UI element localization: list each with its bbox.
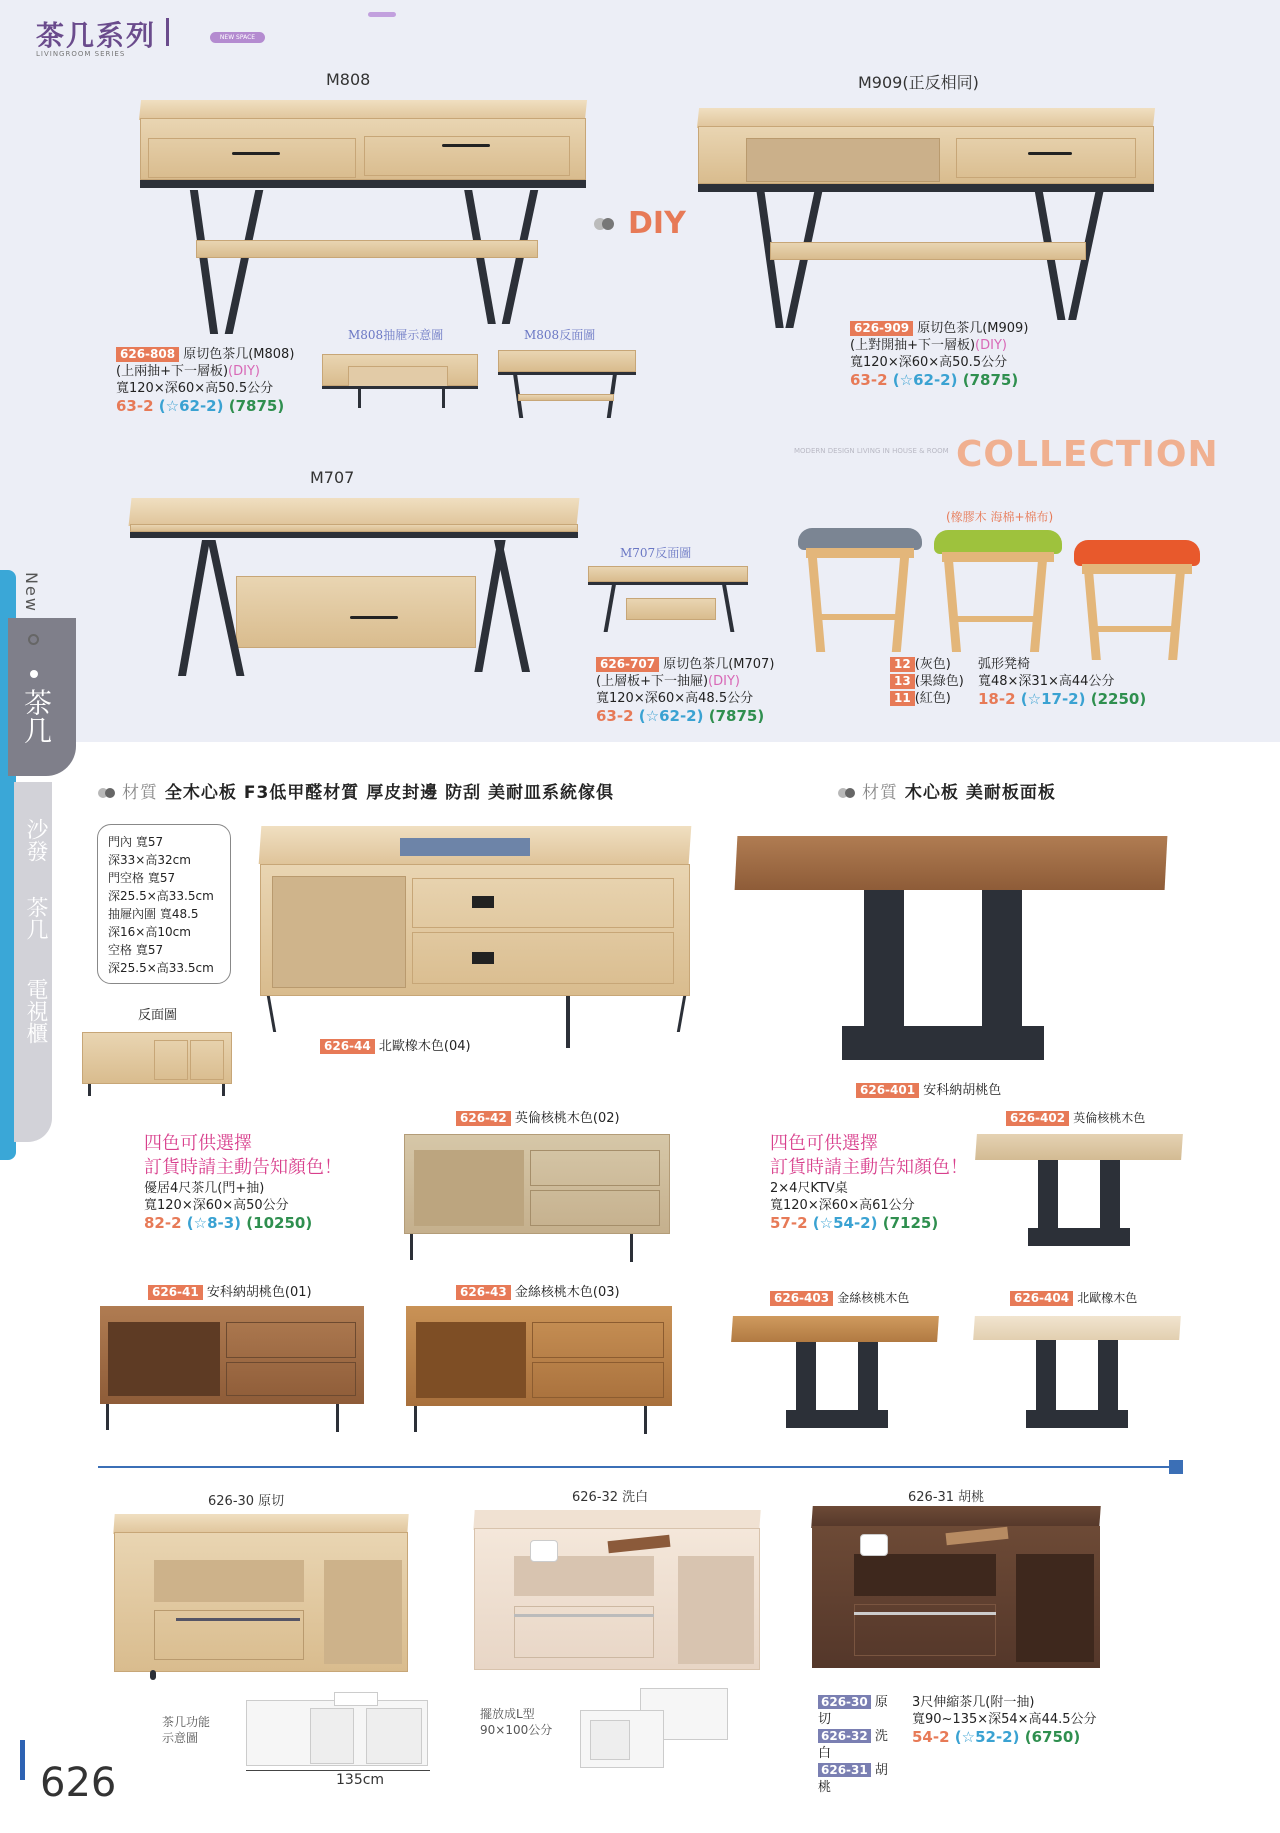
series-subtitle: LIVINGROOM SERIES [36,50,126,58]
stool-color-label: (果綠色) [914,674,964,689]
variant-626-404-image [974,1316,1186,1434]
m707-table-image [130,498,578,540]
bottom-code-color: 原切 [818,1695,888,1727]
stool-red-image [1074,540,1202,664]
m707-structure: (上層板+下一抽屜) [596,674,709,689]
sidebar-active-category[interactable]: 茶几 [20,688,53,744]
variant-color: 英倫核桃木色 [1073,1111,1146,1125]
stool-price-c: (2250) [1090,690,1147,708]
back-view-caption: 反面圖 [138,1008,178,1023]
bottom-price-b: (☆52-2) [954,1728,1020,1746]
dots-icon [98,787,118,799]
bottom-codes [818,1694,888,1796]
m909-name: 原切色茶几(M909) [917,321,1029,336]
right-price-b: (☆54-2) [812,1214,878,1232]
right-price-c: (7125) [882,1214,939,1232]
main-626-44-code: 626-44 [320,1039,375,1054]
m707-price-a: 63-2 [596,707,634,725]
variant-626-41-label [148,1284,312,1301]
variant-626-42-image [404,1134,672,1264]
variant-626-41-image [100,1306,368,1436]
lshape-note-line2: 90×100公分 [480,1723,553,1737]
function-note [162,1714,210,1746]
variant-626-42-label [456,1110,620,1127]
diy-dots-icon [594,218,620,230]
variant-626-402-image [976,1134,1186,1252]
left-price-c: (10250) [246,1214,313,1232]
dots-icon [838,787,858,799]
right-section-heading [838,778,1056,803]
spec-line: 深16×高10cm [108,925,191,939]
m808-drawer-image [318,346,482,410]
m909-price-a: 63-2 [850,371,888,389]
m707-price-b: (☆62-2) [638,707,704,725]
sidebar-item-table[interactable]: 茶几 [23,896,48,940]
main-626-401-label [856,1082,1001,1099]
m909-price-c: (7875) [962,371,1019,389]
sidebar-new-label: New [22,572,41,613]
m707-drawer [236,576,476,648]
m808-diy: (DIY) [228,364,260,379]
right-product-name: 2×4尺KTV桌 [770,1181,848,1196]
stool-color-label: (紅色) [914,691,951,706]
m707-info [596,656,836,725]
back-view-image [82,1026,234,1098]
stool-price-a: 18-2 [978,690,1016,708]
variant-626-403-label [770,1290,909,1307]
m909-code: 626-909 [850,321,913,336]
stool-color-label: (灰色) [914,657,951,672]
sidebar-item-sofa[interactable]: 沙發 [23,818,48,862]
lshape-note-line1: 擺放成L型 [480,1707,535,1721]
variant-code: 626-402 [1006,1111,1069,1126]
m909-size: 寬120×深60×高50.5公分 [850,355,1008,370]
table-626-31-image [812,1506,1104,1678]
m808-size: 寬120×深60×高50.5公分 [116,381,274,396]
right-product-size: 寬120×深60×高61公分 [770,1198,915,1213]
bottom-item-label: 626-31 胡桃 [908,1490,985,1505]
bottom-product-size: 寬90~135×深54×高44.5公分 [912,1712,1097,1727]
variant-code: 626-403 [770,1291,833,1306]
m707-price-c: (7875) [708,707,765,725]
page-accent-bar [20,1740,25,1780]
left-price-b: (☆8-3) [186,1214,242,1232]
main-626-401-code: 626-401 [856,1083,919,1098]
m808-model-label: M808 [326,70,371,89]
variant-color: 北歐橡木色 [1077,1291,1138,1305]
m707-code: 626-707 [596,657,659,672]
m707-size: 寬120×深60×高48.5公分 [596,691,754,706]
bottom-code: 626-31 [818,1763,871,1777]
m808-back-image [496,346,640,422]
main-626-44-image [260,826,692,1054]
m808-table-image [140,100,586,188]
lshape-demo-image [580,1680,730,1772]
m909-model-label: M909(正反相同) [858,73,979,92]
main-626-401-color: 安科納胡桃色 [923,1083,1002,1098]
main-626-44-label [320,1038,471,1055]
right-price-a: 57-2 [770,1214,808,1232]
variant-color: 金絲核桃木色(03) [514,1285,620,1300]
right-choose-note: 訂貨時請主動告知顏色！ [770,1157,968,1178]
series-title: 茶几系列 [36,19,157,52]
m909-table-image [698,108,1154,192]
variant-626-402-label [1006,1110,1145,1127]
left-choose-title: 四色可供選擇 [144,1133,252,1154]
left-product-size: 寬120×深60×高50公分 [144,1198,289,1213]
m808-price-c: (7875) [228,397,285,415]
variant-626-404-label [1010,1290,1137,1307]
right-heading-tag: 材質 [862,783,898,803]
variant-code: 626-404 [1010,1291,1073,1306]
bottom-price-c: (6750) [1024,1728,1081,1746]
variant-code: 626-41 [148,1285,203,1300]
variant-color: 英倫核桃木色(02) [514,1111,620,1126]
left-heading-tag: 材質 [122,783,158,803]
section-divider [98,1466,1176,1468]
m707-model-label: M707 [310,468,355,487]
right-choose-title: 四色可供選擇 [770,1133,878,1154]
function-demo-image [246,1692,430,1770]
stool-info [978,656,1168,708]
right-heading-text: 木心板 美耐板面板 [904,783,1056,803]
table-626-32-image [474,1510,764,1678]
stool-gray-image [798,528,924,658]
variant-code: 626-43 [456,1285,511,1300]
m909-price-b: (☆62-2) [892,371,958,389]
m808-code: 626-808 [116,347,179,362]
variant-626-43-image [406,1306,674,1436]
m707-back-caption: M707反面圖 [620,546,692,560]
table-626-30-image [114,1514,412,1682]
m808-name: 原切色茶几(M808) [183,347,295,362]
bottom-item-label: 626-30 原切 [208,1494,285,1509]
m808-lower-shelf [196,240,538,258]
bottom-item-label: 626-32 洗白 [572,1490,649,1505]
m707-back-image [586,562,752,638]
left-choose-note: 訂貨時請主動告知顏色！ [144,1157,342,1178]
m808-back-caption: M808反面圖 [524,328,596,342]
variant-626-403-image [732,1316,944,1434]
main-626-401-image [736,836,1168,1076]
spec-line: 空格 寬57 [108,943,164,957]
main-626-44-color: 北歐橡木色(04) [378,1039,471,1054]
m909-lower-shelf [770,242,1086,260]
stool-color-code: 13 [890,674,915,689]
divider-square [1169,1460,1183,1474]
stool-colors [890,656,970,707]
dot-icon [30,670,38,678]
m707-diy: (DIY) [708,674,740,689]
m909-structure: (上對開抽+下一層板) [850,338,976,353]
stool-green-image [934,530,1064,660]
function-note-line2: 示意圖 [162,1731,199,1745]
width-dimension-line [246,1770,430,1771]
variant-code: 626-42 [456,1111,511,1126]
new-space-badge: NEW SPACE [210,32,265,43]
stool-price-b: (☆17-2) [1020,690,1086,708]
bottom-code-color: 洗白 [818,1729,888,1761]
m808-structure: (上兩抽+下一層板) [116,364,229,379]
stool-size: 寬48×深31×高44公分 [978,674,1115,689]
stool-color-code: 11 [890,691,915,706]
bottom-price-a: 54-2 [912,1728,950,1746]
collection-subtitle: MODERN DESIGN LIVING IN HOUSE & ROOM [794,447,949,455]
m909-diy: (DIY) [975,338,1007,353]
right-choose-block [770,1132,1010,1232]
spec-line: 深25.5×高33.5cm [108,889,214,903]
decor-pill [368,12,396,17]
title-divider [166,18,169,46]
collection-title: COLLECTION [956,434,1219,475]
m808-price-b: (☆62-2) [158,397,224,415]
left-heading-text: 全木心板 F3低甲醛材質 厚皮封邊 防刮 美耐皿系統傢俱 [164,783,615,803]
spec-line: 門內 寬57 [108,835,164,849]
left-section-heading [98,778,614,803]
bottom-code: 626-32 [818,1729,871,1743]
lshape-note [480,1706,552,1738]
variant-color: 金絲核桃木色 [837,1291,910,1305]
m808-info [116,346,316,415]
sidebar-item-tv-cabinet[interactable]: 電視櫃 [23,978,48,1044]
stool-name: 弧形凳椅 [978,657,1031,672]
bottom-product-info [912,1694,1172,1746]
spec-line: 門空格 寬57 [108,871,176,885]
variant-color: 安科納胡桃色(01) [206,1285,312,1300]
left-product-name: 優居4尺茶几(門+抽) [144,1181,265,1196]
m707-handle [350,616,398,619]
diy-label: DIY [628,206,686,241]
width-dimension-label: 135cm [336,1772,385,1788]
stool-color-code: 12 [890,657,915,672]
circle-icon [28,634,39,645]
bottom-product-name: 3尺伸縮茶几(附一抽) [912,1695,1035,1710]
m909-info [850,320,1090,389]
left-price-a: 82-2 [144,1214,182,1232]
spec-line: 抽屜內圍 寬48.5 [108,907,199,921]
variant-626-43-label [456,1284,620,1301]
bottom-code: 626-30 [818,1695,871,1709]
m707-name: 原切色茶几(M707) [663,657,775,672]
page-number: 626 [40,1760,117,1806]
left-choose-block [144,1132,384,1232]
spec-line: 深33×高32cm [108,853,191,867]
stool-material: (橡膠木 海棉+棉布) [946,510,1054,524]
spec-box [97,824,231,984]
m808-price-a: 63-2 [116,397,154,415]
m808-drawer-caption: M808抽屜示意圖 [348,328,444,342]
spec-line: 深25.5×高33.5cm [108,961,214,975]
function-note-line1: 茶几功能 [162,1715,211,1729]
bottom-code-color: 胡桃 [818,1763,888,1795]
